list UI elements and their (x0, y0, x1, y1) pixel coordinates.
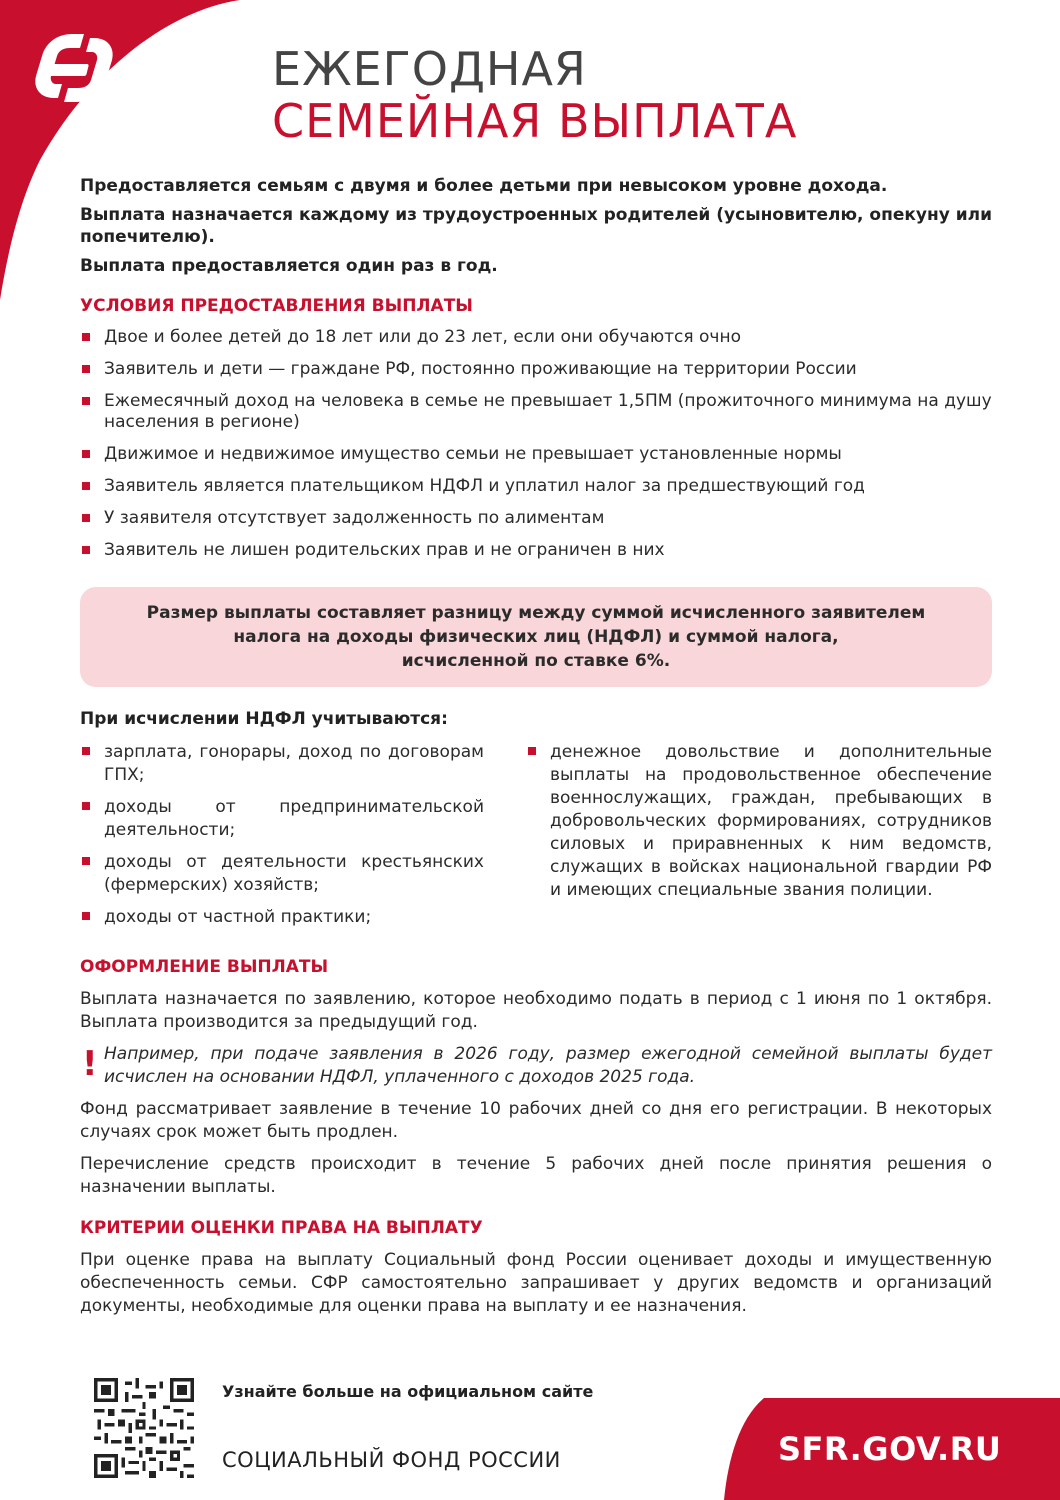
list-item (80, 444, 992, 465)
list-item (80, 851, 484, 897)
list-item (80, 741, 484, 787)
list-item (80, 391, 992, 433)
list-item-text: Двое и более детей до 18 лет или до 23 лет, если они обучаются очно (104, 327, 741, 347)
conditions-heading: УСЛОВИЯ ПРЕДОСТАВЛЕНИЯ ВЫПЛАТЫ (80, 296, 473, 316)
qr-code-icon[interactable] (94, 1378, 194, 1478)
registration-paragraph: Выплата назначается по заявлению, которое необходимо подать в период с 1 июня по 1 октября. Выплата производится за предыдущий год. (80, 989, 992, 1032)
title-line-1: ЕЖЕГОДНАЯ (272, 42, 587, 96)
sfr-logo-icon (28, 28, 120, 108)
bullet-icon (82, 365, 90, 373)
list-item-text: доходы от деятельности крестьянских (фермерских) хозяйств; (104, 852, 484, 895)
list-item-text: зарплата, гонорары, доход по договорам ГПХ; (104, 742, 484, 785)
registration-heading: ОФОРМЛЕНИЕ ВЫПЛАТЫ (80, 957, 329, 977)
note-text: Например, при подаче заявления в 2026 году, размер ежегодной семейной выплаты будет исчислен на основании НДФЛ, уплаченного с доходов 2025 года. (104, 1044, 992, 1087)
example-note (80, 1043, 992, 1089)
bullet-icon (82, 397, 90, 405)
bullet-icon (82, 857, 90, 865)
list-item (526, 741, 992, 902)
list-item (80, 906, 484, 929)
criteria-paragraph: При оценке права на выплату Социальный фонд России оценивает доходы и имущественную обеспеченность семьи. СФР самостоятельно запрашивает у других ведомств и организаций документы, необходимые для оценки права на выплату и ее назначения. (80, 1250, 992, 1316)
list-item (80, 540, 992, 561)
bullet-icon (82, 912, 90, 920)
conditions-list (80, 327, 992, 561)
ndfl-left-column (80, 741, 484, 938)
callout-line: налога на доходы физических лиц (НДФЛ) и суммой налога, (233, 627, 839, 647)
intro-text: Выплата предоставляется один раз в год. (80, 256, 498, 276)
bullet-icon (82, 450, 90, 458)
intro-section (80, 175, 992, 277)
ndfl-right-column (526, 741, 992, 938)
list-item-text: доходы от частной практики; (104, 907, 372, 927)
list-item (80, 476, 992, 497)
ndfl-left-list (80, 741, 484, 929)
page-title (272, 42, 798, 148)
registration-paragraph: Фонд рассматривает заявление в течение 10 рабочих дней со дня его регистрации. В некоторых случаях срок может быть продлен. (80, 1099, 992, 1142)
main-content (80, 175, 992, 1327)
list-item-text: Заявитель не лишен родительских прав и не ограничен в них (104, 540, 665, 560)
list-item (80, 796, 484, 842)
ndfl-right-list (526, 741, 992, 902)
criteria-heading: КРИТЕРИИ ОЦЕНКИ ПРАВА НА ВЫПЛАТУ (80, 1218, 483, 1238)
list-item (80, 327, 992, 348)
bullet-icon (82, 802, 90, 810)
list-item-text: доходы от предпринимательской деятельности; (104, 797, 484, 840)
list-item-text: Ежемесячный доход на человека в семье не превышает 1,5ПМ (прожиточного минимума на душу населения в регионе) (104, 391, 992, 432)
bullet-icon (82, 333, 90, 341)
bullet-icon (82, 546, 90, 554)
ndfl-heading: При исчислении НДФЛ учитываются: (80, 709, 448, 729)
registration-paragraph: Перечисление средств происходит в течение 5 рабочих дней после принятия решения о назначении выплаты. (80, 1154, 992, 1197)
website-link[interactable]: SFR.GOV.RU (778, 1430, 1002, 1468)
list-item-text: Заявитель является плательщиком НДФЛ и уплатил налог за предшествующий год (104, 476, 865, 496)
list-item-text: Движимое и недвижимое имущество семьи не превышает установленные нормы (104, 444, 842, 464)
bullet-icon (82, 514, 90, 522)
title-line-2: СЕМЕЙНАЯ ВЫПЛАТА (272, 94, 798, 148)
list-item (80, 359, 992, 380)
learn-more-text: Узнайте больше на официальном сайте (222, 1382, 594, 1401)
list-item-text: Заявитель и дети — граждане РФ, постоянно проживающие на территории России (104, 359, 857, 379)
exclamation-icon: ! (82, 1044, 98, 1084)
bullet-icon (82, 747, 90, 755)
ndfl-columns (80, 741, 992, 938)
payment-size-callout (80, 587, 992, 687)
list-item-text: У заявителя отсутствует задолженность по алиментам (104, 508, 605, 528)
callout-line: Размер выплаты составляет разницу между суммой исчисленного заявителем (146, 603, 926, 623)
intro-text: Выплата назначается каждому из трудоустроенных родителей (усыновителю, опекуну или попечителю). (80, 205, 992, 247)
bullet-icon (82, 482, 90, 490)
callout-line: исчисленной по ставке 6%. (401, 651, 671, 671)
organization-name: СОЦИАЛЬНЫЙ ФОНД РОССИИ (222, 1448, 561, 1472)
list-item-text: денежное довольствие и дополнительные выплаты на продовольственное обеспечение военнослужащих, граждан, пребывающих в добровольческих формированиях, сотрудников силовых и приравненных к ним ведомств, служащих в войсках национальной гвардии РФ и имеющих специальные звания полиции. (550, 742, 992, 900)
intro-text: Предоставляется семьям с двумя и более детьми при невысоком уровне дохода. (80, 176, 888, 196)
bullet-icon (528, 747, 536, 755)
list-item (80, 508, 992, 529)
